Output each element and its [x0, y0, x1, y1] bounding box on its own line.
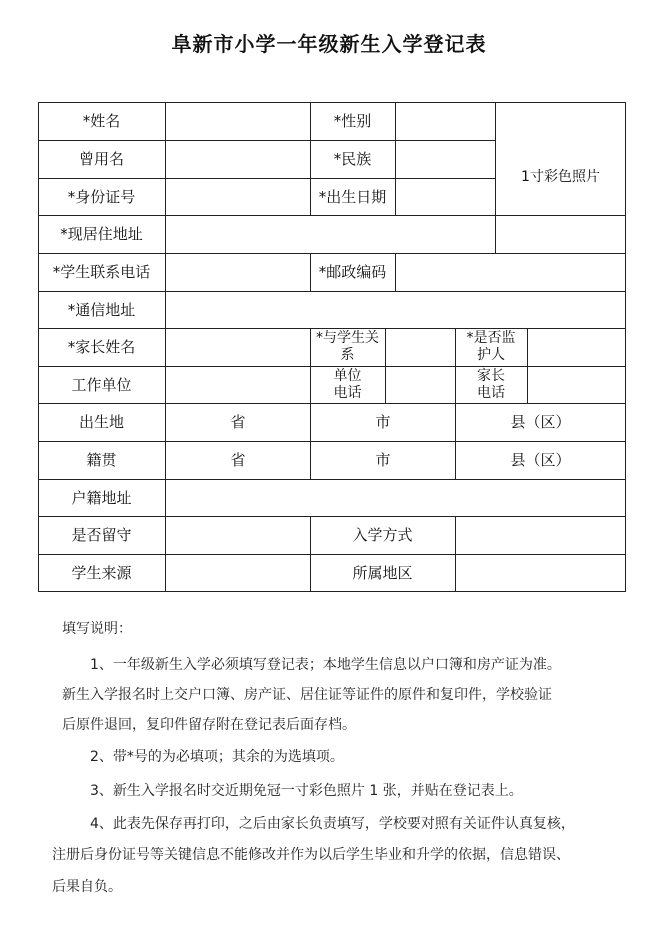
birthplace-label: 出生地	[78, 413, 124, 431]
work-unit-field[interactable]	[166, 367, 309, 403]
left-behind-label: 是否留守	[71, 526, 132, 544]
enroll-method-label: 入学方式	[352, 526, 413, 544]
work-unit-label: 工作单位	[71, 375, 132, 394]
former-name-label: 曾用名	[78, 150, 124, 168]
parent-phone-field[interactable]	[528, 367, 625, 403]
current-address-field[interactable]	[166, 216, 494, 253]
guardian-label: *是否监护人	[466, 330, 516, 363]
instruction-3: 3、新生入学报名时交近期免冠一寸彩色照片 1 张，并贴在登记表上。	[90, 783, 523, 799]
district-field[interactable]	[456, 555, 625, 591]
instructions-heading: 填写说明：	[62, 621, 132, 637]
unit-phone-label: 单位电话	[333, 367, 362, 401]
form-title: 阜新市小学一年级新生入学登记表	[171, 32, 487, 56]
parent-name-label: *家长姓名	[67, 338, 136, 356]
native-province[interactable]: 省	[230, 451, 246, 469]
native-county[interactable]: 县（区）	[510, 451, 571, 469]
left-behind-field[interactable]	[166, 517, 309, 554]
native-place-label: 籍贯	[86, 451, 117, 469]
gender-field[interactable]	[396, 103, 494, 140]
name-field[interactable]	[166, 103, 309, 140]
birth-date-label: *出生日期	[318, 187, 387, 206]
birthplace-county[interactable]: 县（区）	[510, 413, 571, 431]
current-address-label: *现居住地址	[60, 225, 143, 243]
student-source-label: 学生来源	[71, 563, 132, 582]
name-label: *姓名	[82, 112, 121, 130]
student-phone-field[interactable]	[166, 254, 309, 291]
instruction-1: 1、一年级新生入学必须填写登记表；本地学生信息以户口簿和房产证为准。	[90, 657, 561, 673]
id-number-field[interactable]	[166, 179, 309, 215]
instruction-4: 4、此表先保存再打印，之后由家长负责填写，学校要对照有关证件认真复核，	[90, 816, 575, 832]
student-source-field[interactable]	[166, 555, 309, 591]
birthplace-province[interactable]: 省	[230, 413, 246, 431]
household-address-field[interactable]	[166, 480, 625, 516]
ethnicity-label: *民族	[333, 150, 372, 168]
ethnicity-field[interactable]	[396, 141, 494, 178]
student-phone-label: *学生联系电话	[52, 263, 151, 281]
parent-phone-label: 家长电话	[477, 367, 505, 401]
mail-address-label: *通信地址	[67, 300, 136, 319]
enroll-method-field[interactable]	[456, 517, 625, 554]
former-name-field[interactable]	[166, 141, 309, 178]
postcode-label: *邮政编码	[318, 263, 387, 281]
district-label: 所属地区	[352, 563, 413, 582]
id-number-label: *身份证号	[67, 187, 136, 206]
unit-phone-field[interactable]	[386, 367, 454, 403]
household-address-label: 户籍地址	[71, 488, 132, 507]
parent-name-field[interactable]	[166, 329, 309, 366]
gender-label: *性别	[333, 112, 372, 130]
postcode-field[interactable]	[396, 254, 625, 291]
native-city[interactable]: 市	[375, 451, 391, 469]
photo-placeholder: 1寸彩色照片	[521, 169, 600, 185]
instruction-4-cont2: 后果自负。	[52, 879, 122, 895]
instruction-1-cont2: 后原件退回，复印件留存附在登记表后面存档。	[62, 717, 356, 733]
mail-address-field[interactable]	[166, 292, 625, 328]
guardian-field[interactable]	[528, 329, 625, 366]
birthplace-city[interactable]: 市	[375, 413, 391, 431]
birth-date-field[interactable]	[396, 179, 494, 215]
instruction-1-cont: 新生入学报名时上交户口簿、房产证、居住证等证件的原件和复印件，学校验证	[62, 687, 552, 703]
registration-form-table	[38, 102, 626, 592]
relation-field[interactable]	[386, 329, 454, 366]
instruction-4-cont: 注册后身份证号等关键信息不能修改并作为以后学生毕业和升学的依据，信息错误、	[52, 847, 570, 863]
relation-label: *与学生关系	[316, 330, 379, 363]
instruction-2: 2、带*号的为必填项；其余的为选填项。	[90, 749, 344, 765]
